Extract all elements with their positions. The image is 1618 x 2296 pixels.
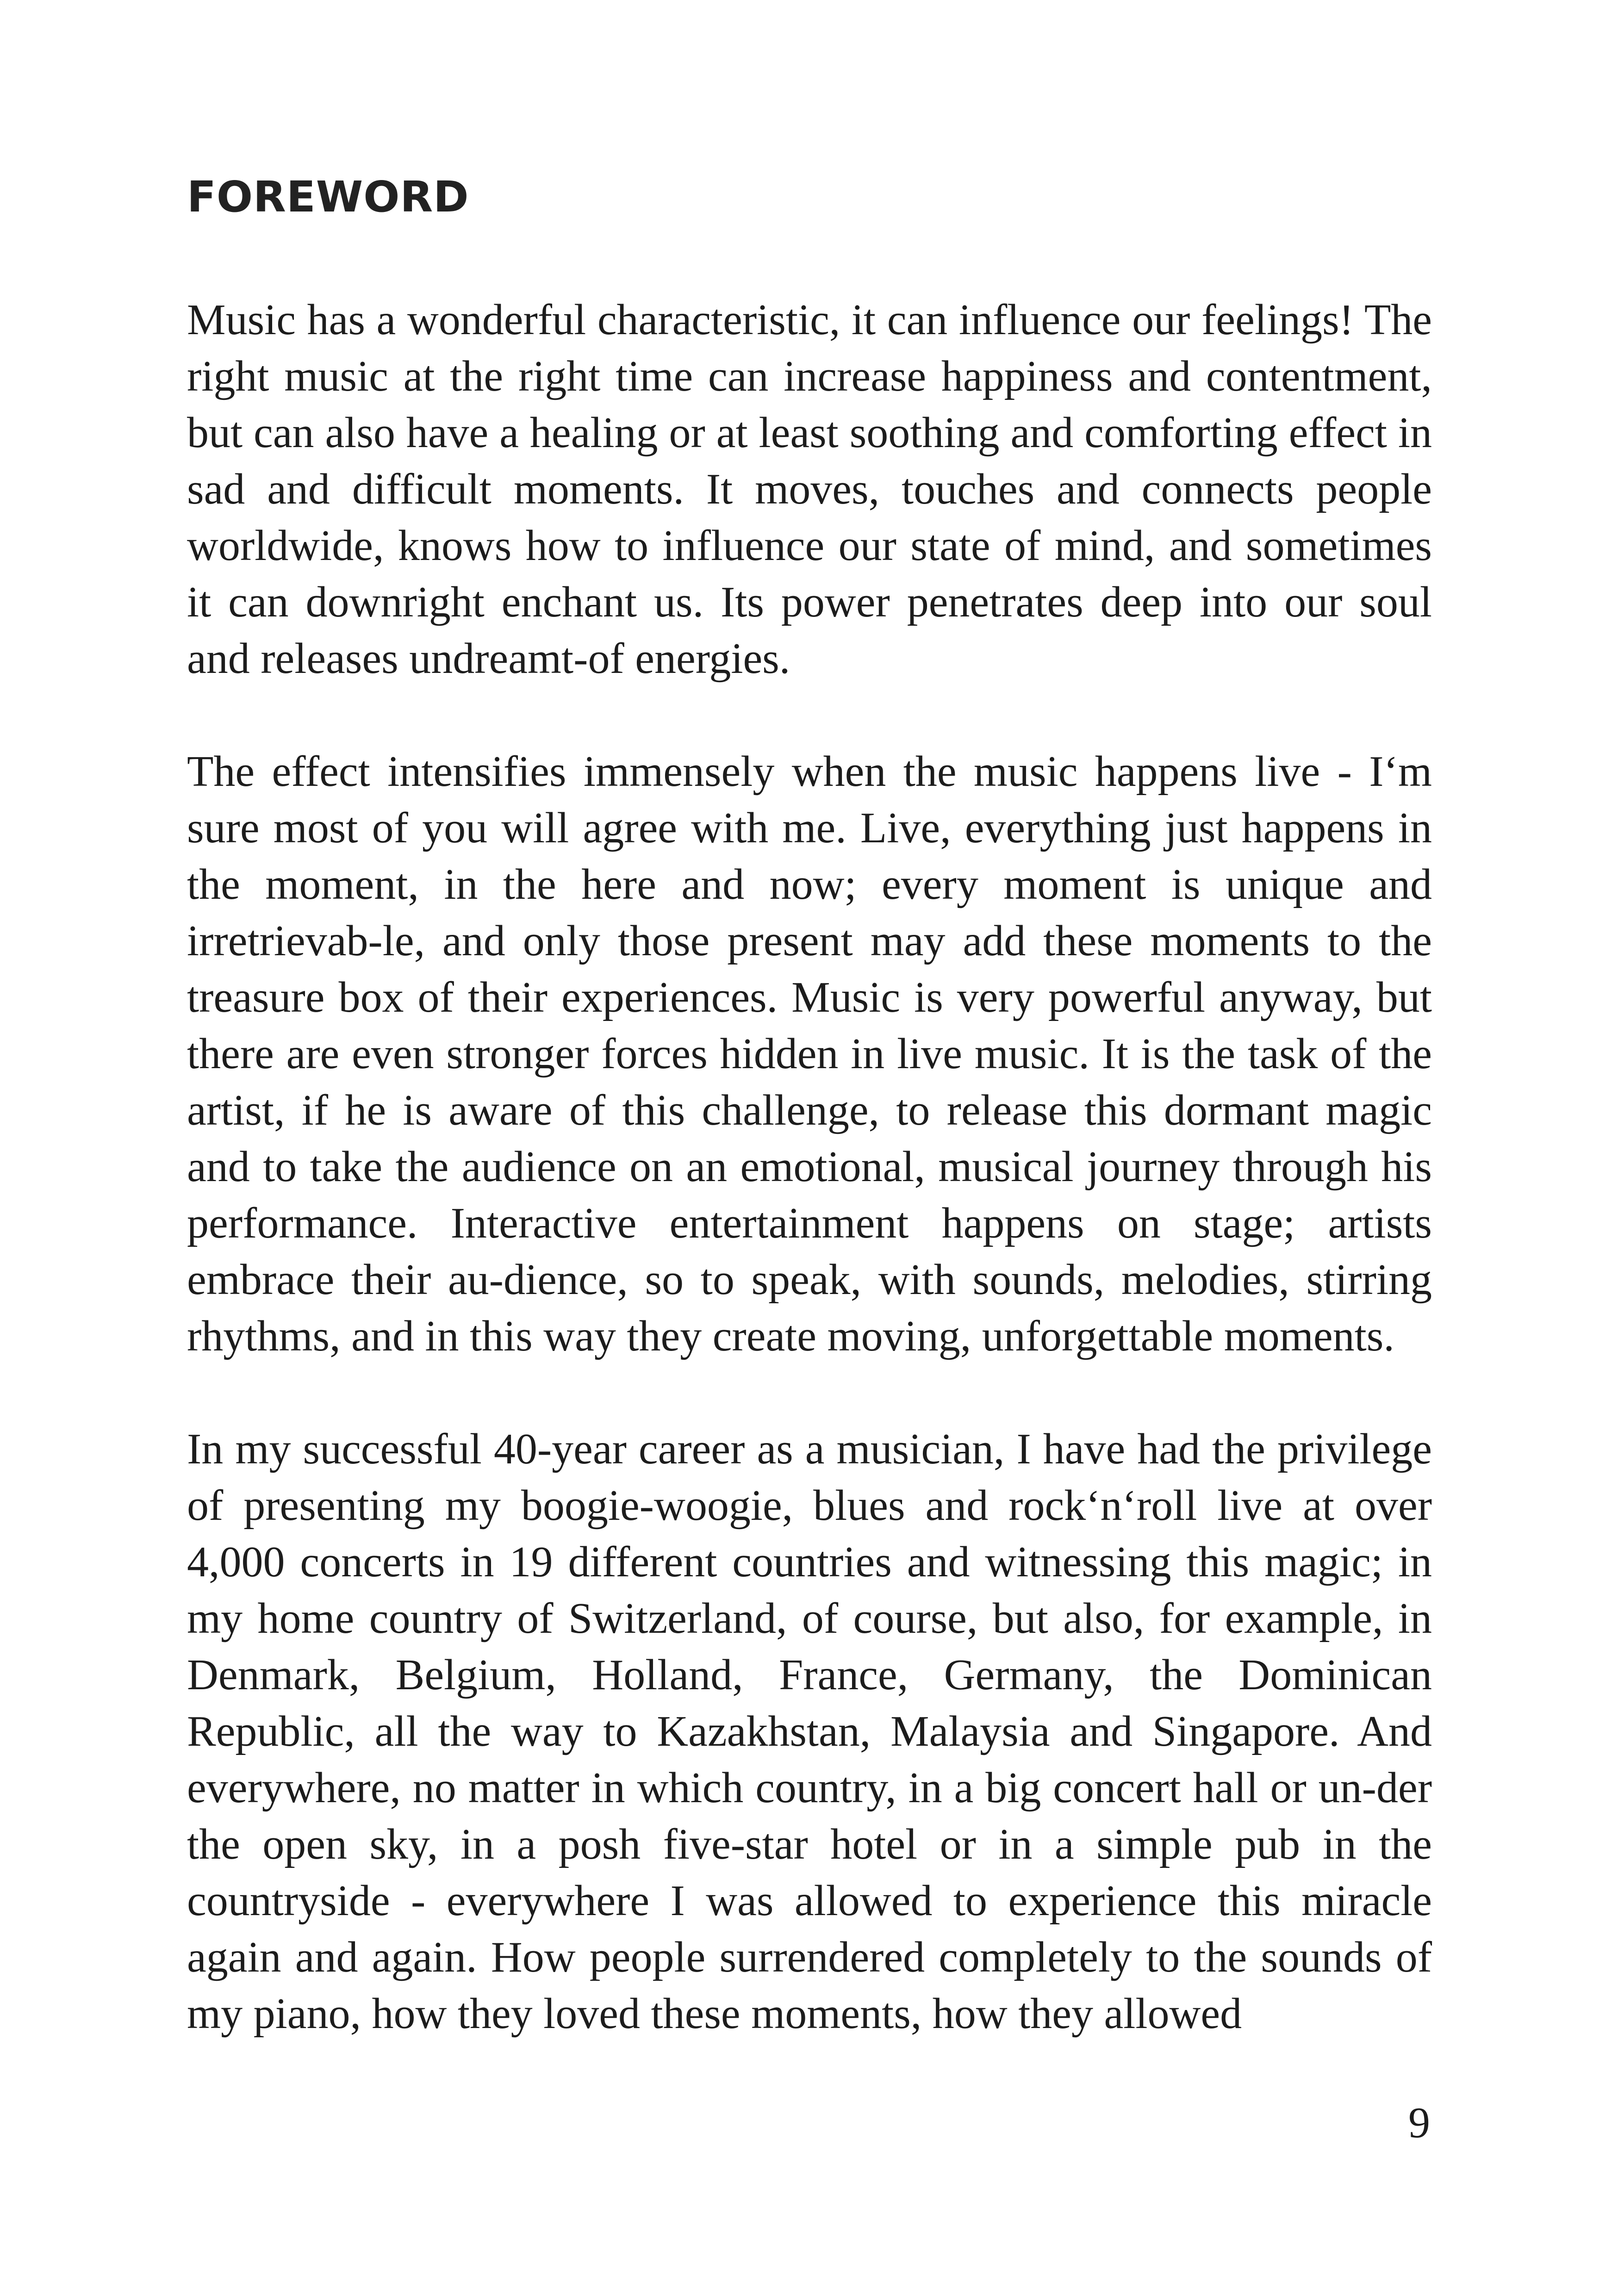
paragraph-2: The effect intensifies immensely when the music happens live - I‘m sure most of you will agree with me. Live, everything just happens in the moment, in the here and now; every moment is unique and irretrievab-le, and only those present may add these moments to the treasure box of their experiences. Music is very powerful anyway, but there are even stronger forces hidden in live music. It is the task of the artist, if he is aware of this challenge, to release this dormant magic and to take the audience on an emotional, musical journey through his performance. Interactive entertainment happens on stage; artists embrace their au-dience, so to speak, with sounds, melodies, stirring rhythms, and in this way they create moving, unforgettable moments.: [187, 747, 1432, 1360]
body-text: [187, 292, 1432, 2042]
paragraph-1: Music has a wonderful characteristic, it can influence our feelings! The right music at the right time can increase happiness and contentment, but can also have a healing or at least soothing and comforting effect in sad and difficult moments. It moves, touches and connects people worldwide, knows how to influence our state of mind, and sometimes it can downright enchant us. Its power penetrates deep into our soul and releases undreamt-of energies.: [187, 296, 1432, 683]
paragraph-3: In my successful 40-year career as a musician, I have had the privilege of presenting my boogie-woogie, blues and rock‘n‘roll live at over 4,000 concerts in 19 different countries and witnessing this magic; in my home country of Switzerland, of course, but also, for example, in Denmark, Belgium, Holland, France, Germany, the Dominican Republic, all the way to Kazakhstan, Malaysia and Singapore. And everywhere, no matter in which country, in a big concert hall or un-der the open sky, in a posh five-star hotel or in a simple pub in the countryside - everywhere I was allowed to experience this miracle again and again. How people surrendered completely to the sounds of my piano, how they loved these moments, how they allowed: [187, 1425, 1432, 2038]
chapter-heading: FOREWORD: [187, 172, 469, 222]
page-number: 9: [1408, 2099, 1430, 2147]
